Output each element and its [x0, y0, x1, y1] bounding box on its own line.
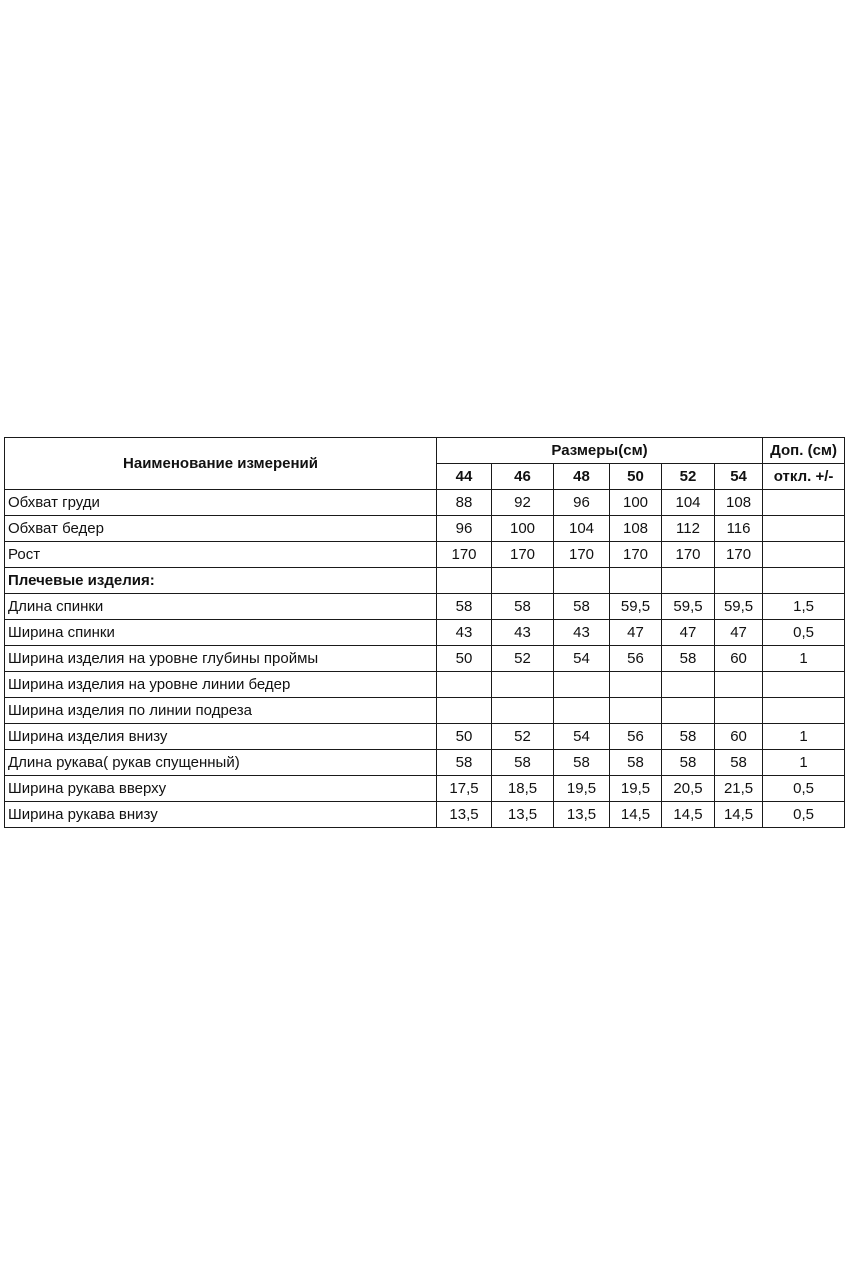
- measurement-value: [492, 698, 554, 724]
- measurement-value: 58: [437, 750, 492, 776]
- measurement-value: 43: [554, 620, 610, 646]
- measurement-value: 108: [715, 490, 763, 516]
- tolerance-value: [763, 542, 845, 568]
- table-row: [5, 490, 845, 516]
- measurement-name: Ширина изделия внизу: [5, 724, 437, 750]
- measurement-value: 58: [662, 750, 715, 776]
- measurement-value: 60: [715, 724, 763, 750]
- tolerance-header-top: Доп. (см): [763, 438, 845, 464]
- measurement-value: 18,5: [492, 776, 554, 802]
- table-row: [5, 516, 845, 542]
- measurement-value: [610, 672, 662, 698]
- tolerance-value: 0,5: [763, 802, 845, 828]
- section-row: [5, 568, 845, 594]
- table-row: [5, 802, 845, 828]
- measurement-value: 58: [554, 750, 610, 776]
- measurement-value: 96: [554, 490, 610, 516]
- tolerance-header-bottom: откл. +/-: [763, 464, 845, 490]
- table-row: [5, 724, 845, 750]
- measurement-value: 13,5: [554, 802, 610, 828]
- measurement-value: 58: [662, 646, 715, 672]
- measurement-value: 56: [610, 646, 662, 672]
- table-row: [5, 750, 845, 776]
- tolerance-value: [763, 568, 845, 594]
- measurement-value: 50: [437, 724, 492, 750]
- measurement-value: 56: [610, 724, 662, 750]
- table-row: [5, 542, 845, 568]
- measurement-name: Длина спинки: [5, 594, 437, 620]
- measurement-name: Длина рукава( рукав спущенный): [5, 750, 437, 776]
- tolerance-value: 1: [763, 646, 845, 672]
- measurement-value: 96: [437, 516, 492, 542]
- measurement-value: [610, 568, 662, 594]
- tolerance-value: 0,5: [763, 620, 845, 646]
- measurement-value: [610, 698, 662, 724]
- measurement-value: 170: [662, 542, 715, 568]
- measurement-value: 88: [437, 490, 492, 516]
- header-row-top: [5, 438, 845, 464]
- measurement-name: Ширина изделия по линии подреза: [5, 698, 437, 724]
- tolerance-value: 1: [763, 724, 845, 750]
- measurement-value: 54: [554, 724, 610, 750]
- measurement-value: 50: [437, 646, 492, 672]
- measurement-value: 47: [610, 620, 662, 646]
- measurement-value: 59,5: [715, 594, 763, 620]
- measurement-value: [715, 698, 763, 724]
- measurement-name-header: Наименование измерений: [5, 438, 437, 490]
- table-row: [5, 620, 845, 646]
- measurement-value: [554, 568, 610, 594]
- measurement-value: 43: [492, 620, 554, 646]
- sizes-header: Размеры(см): [437, 438, 763, 464]
- measurement-value: 58: [715, 750, 763, 776]
- measurement-value: 19,5: [554, 776, 610, 802]
- tolerance-value: 1,5: [763, 594, 845, 620]
- measurement-value: 59,5: [662, 594, 715, 620]
- measurement-value: 43: [437, 620, 492, 646]
- measurement-value: [492, 672, 554, 698]
- size-header: 52: [662, 464, 715, 490]
- table-row: [5, 776, 845, 802]
- measurement-value: 14,5: [715, 802, 763, 828]
- measurement-value: [492, 568, 554, 594]
- measurement-value: [554, 698, 610, 724]
- measurement-value: 170: [437, 542, 492, 568]
- measurement-value: 58: [437, 594, 492, 620]
- measurement-value: [662, 698, 715, 724]
- measurement-name: Ширина изделия на уровне линии бедер: [5, 672, 437, 698]
- measurement-name: Ширина рукава внизу: [5, 802, 437, 828]
- measurement-value: 112: [662, 516, 715, 542]
- measurement-value: 104: [554, 516, 610, 542]
- measurement-value: [715, 568, 763, 594]
- size-header: 50: [610, 464, 662, 490]
- tolerance-value: 0,5: [763, 776, 845, 802]
- measurement-value: 58: [492, 594, 554, 620]
- measurement-value: [715, 672, 763, 698]
- measurement-value: [437, 672, 492, 698]
- measurement-value: [554, 672, 610, 698]
- measurement-value: [437, 698, 492, 724]
- table-row: [5, 698, 845, 724]
- measurement-value: 108: [610, 516, 662, 542]
- size-header: 54: [715, 464, 763, 490]
- measurement-value: [437, 568, 492, 594]
- tolerance-value: [763, 490, 845, 516]
- tolerance-value: [763, 672, 845, 698]
- size-header: 46: [492, 464, 554, 490]
- size-chart-table: [4, 437, 845, 828]
- table-row: [5, 646, 845, 672]
- measurement-value: 20,5: [662, 776, 715, 802]
- measurement-value: 170: [610, 542, 662, 568]
- measurement-value: 58: [610, 750, 662, 776]
- measurement-value: 100: [610, 490, 662, 516]
- measurement-value: [662, 568, 715, 594]
- measurement-name: Ширина спинки: [5, 620, 437, 646]
- tolerance-value: [763, 516, 845, 542]
- measurement-value: 14,5: [662, 802, 715, 828]
- tolerance-value: [763, 698, 845, 724]
- measurement-value: 52: [492, 646, 554, 672]
- measurement-name: Ширина рукава вверху: [5, 776, 437, 802]
- measurement-value: 19,5: [610, 776, 662, 802]
- measurement-value: 170: [715, 542, 763, 568]
- table-row: [5, 672, 845, 698]
- measurement-value: 52: [492, 724, 554, 750]
- measurement-value: 60: [715, 646, 763, 672]
- table-row: [5, 594, 845, 620]
- measurement-name: Плечевые изделия:: [5, 568, 437, 594]
- measurement-value: 58: [662, 724, 715, 750]
- measurement-value: 170: [554, 542, 610, 568]
- measurement-value: 100: [492, 516, 554, 542]
- measurement-value: 13,5: [492, 802, 554, 828]
- measurement-value: 92: [492, 490, 554, 516]
- measurement-value: 170: [492, 542, 554, 568]
- size-header: 48: [554, 464, 610, 490]
- tolerance-value: 1: [763, 750, 845, 776]
- measurement-value: 47: [662, 620, 715, 646]
- measurement-value: 54: [554, 646, 610, 672]
- measurement-value: 13,5: [437, 802, 492, 828]
- measurement-value: 116: [715, 516, 763, 542]
- measurement-value: 17,5: [437, 776, 492, 802]
- measurement-value: 104: [662, 490, 715, 516]
- measurement-value: 58: [554, 594, 610, 620]
- measurement-value: [662, 672, 715, 698]
- measurement-value: 47: [715, 620, 763, 646]
- measurement-name: Рост: [5, 542, 437, 568]
- measurement-name: Ширина изделия на уровне глубины проймы: [5, 646, 437, 672]
- measurement-name: Обхват груди: [5, 490, 437, 516]
- measurement-name: Обхват бедер: [5, 516, 437, 542]
- measurement-value: 59,5: [610, 594, 662, 620]
- size-header: 44: [437, 464, 492, 490]
- measurement-value: 14,5: [610, 802, 662, 828]
- measurement-value: 21,5: [715, 776, 763, 802]
- measurement-value: 58: [492, 750, 554, 776]
